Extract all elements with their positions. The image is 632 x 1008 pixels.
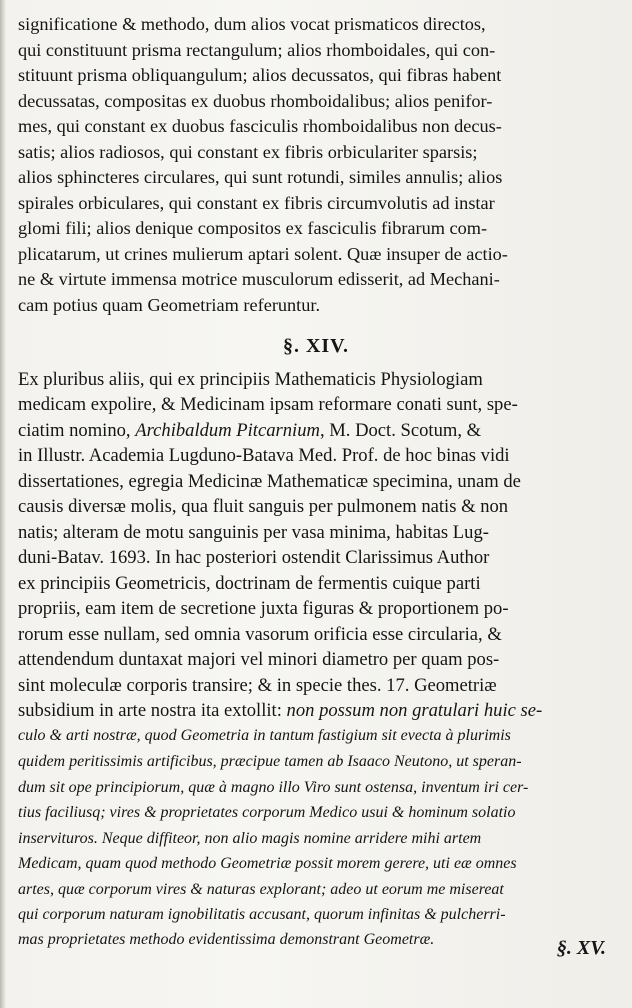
- text-line: satis; alios radiosos, qui constant ex fibris orbiculariter sparsis;: [18, 142, 478, 162]
- text-line: sint moleculæ corporis transire; & in specie thes. 17. Geometriæ: [18, 675, 497, 696]
- text-line: attendendum duntaxat majori vel minori diametro per quam pos-: [18, 649, 500, 670]
- text-line: decussatas, compositas ex duobus rhomboidalibus; alios penifor-: [18, 91, 493, 111]
- text-line: Medicam, quam quod methodo Geometriæ possit morem gerere, uti eæ omnes: [18, 855, 517, 872]
- text-line: spirales orbiculares, qui constant ex fibris circumvolutis ad instar: [18, 193, 495, 213]
- text-line: culo & arti nostræ, quod Geometria in tantum fastigium sit evecta à plurimis: [18, 727, 511, 744]
- text-line: propriis, eam item de secretione juxta figuras & proportionem po-: [18, 598, 509, 619]
- text-line: rorum esse nullam, sed omnia vasorum orificia esse circularia, &: [18, 624, 502, 645]
- text-segment: , M. Doct. Scotum, &: [319, 420, 482, 441]
- text-line: qui corporum naturam ignobilitatis accusant, quorum infinitas & pulcherri-: [18, 906, 506, 923]
- text-line: mes, qui constant ex duobus fasciculis rhomboidalibus non decus-: [18, 116, 502, 136]
- text-line: dissertationes, egregia Medicinæ Mathematicæ specimina, unam de: [18, 471, 521, 492]
- text-line: significatione & methodo, dum alios vocat prismaticos directos,: [18, 14, 486, 34]
- text-line: causis diversæ molis, qua fluit sanguis per pulmonem natis & non: [18, 496, 509, 517]
- text-line: in Illustr. Academia Lugduno-Batava Med. Prof. de hoc binas vidi: [18, 445, 510, 466]
- text-line: inservituros. Neque diffiteor, non alio magis nomine arridere mihi artem: [18, 830, 482, 847]
- text-line: artes, quæ corporum vires & naturas explorant; adeo ut eorum me misereat: [18, 881, 504, 898]
- text-line: dum sit ope principiorum, quæ à magno illo Viro sunt ostensa, inventum iri cer-: [18, 779, 529, 796]
- text-line: [18, 419, 618, 443]
- text-line: cam potius quam Geometriam referuntur.: [18, 295, 321, 315]
- text-line: ne & virtute immensa motrice musculorum edisserit, ad Mechani-: [18, 269, 500, 289]
- text-segment: ciatim nomino,: [18, 420, 136, 441]
- text-line: Ex pluribus aliis, qui ex principiis Mathematicis Physiologiam: [18, 369, 483, 390]
- text-line: duni-Batav. 1693. In hac posteriori ostendit Clarissimus Author: [18, 547, 490, 568]
- text-line: [18, 699, 618, 723]
- text-line: ex principiis Geometricis, doctrinam de fermentis cuique parti: [18, 573, 481, 594]
- text-line: glomi fili; alios denique compositos ex fasciculis fibrarum com-: [18, 218, 488, 238]
- text-line: stituunt prisma obliquangulum; alios decussatos, qui fibras habent: [18, 65, 502, 85]
- author-name: Archibaldum Pitcarnium: [135, 420, 320, 441]
- text-line: tius faciliusq; vires & proprietates corporum Medico usui & hominum solatio: [18, 804, 516, 821]
- page-spine-shadow: [0, 0, 6, 1008]
- quotation-start: non possum non gratulari huic se-: [286, 700, 543, 721]
- text-line: natis; alteram de motu sanguinis per vasa minima, habitas Lug-: [18, 522, 489, 543]
- text-line: quidem peritissimis artificibus, præcipue tamen ab Isaaco Neutono, ut speran-: [18, 753, 522, 770]
- catchword: §. XV.: [556, 937, 606, 959]
- text-line: mas proprietates methodo evidentissima demonstrant Geometræ.: [18, 931, 435, 948]
- text-line: medicam expolire, & Medicinam ipsam reformare conati sunt, spe-: [18, 394, 518, 415]
- section-heading: §. XIV.: [282, 335, 350, 357]
- text-segment: subsidium in arte nostra ita extollit:: [18, 700, 287, 721]
- text-line: alios sphincteres circulares, qui sunt rotundi, similes annulis; alios: [18, 167, 503, 187]
- text-line: plicatarum, ut crines mulierum aptari solent. Quæ insuper de actio-: [18, 244, 508, 264]
- text-line: qui constituunt prisma rectangulum; alios rhomboidales, qui con-: [18, 40, 496, 60]
